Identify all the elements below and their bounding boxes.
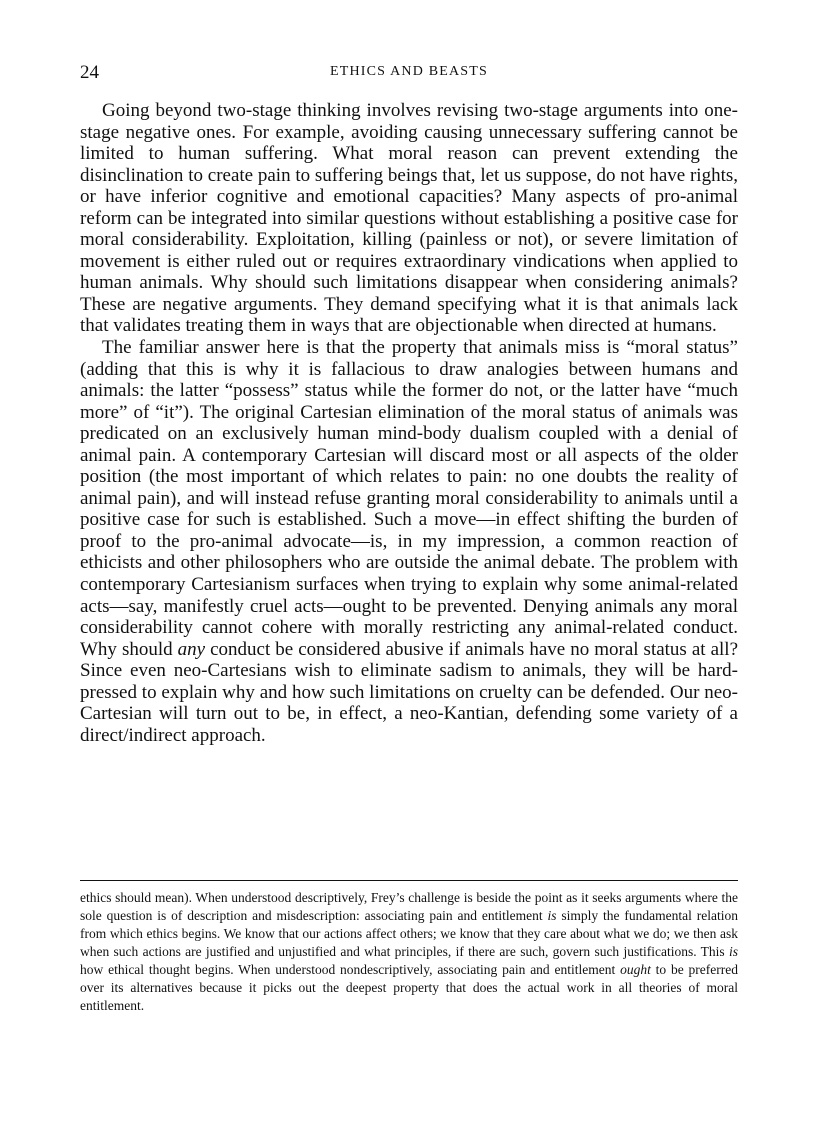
footnote-text xyxy=(80,889,738,1015)
footnote-text-b: simply the fundamental relation from which ethics begins. We know that our actions affect others; we know that they care about what we do; we then ask when such actions are justified and unjustified and what principles, if there are such, govern such justifications. This xyxy=(80,908,738,959)
footnote-italic-1: is xyxy=(547,908,557,923)
body-text xyxy=(80,100,738,746)
paragraph-2-italic: any xyxy=(177,638,206,660)
footnote-italic-3: ought xyxy=(620,962,651,977)
footnote-text-d: to be preferred over its alternatives because it picks out the deepest property that does the actual work in all theories of moral entitlement. xyxy=(80,962,738,1013)
running-title: ETHICS AND BEASTS xyxy=(329,64,489,79)
footnote-text-a: ethics should mean). When understood descriptively, Frey’s challenge is beside the point as it seeks arguments where the sole question is of description and misdescription: associating pain and entitlement xyxy=(80,890,738,923)
paragraph-2-text-b: conduct be considered abusive if animals have no moral status at all? Since even neo-Cartesians wish to eliminate sadism to animals, they will be hard-pressed to explain why and how such limitations on cruelty can be defended. Our neo-Cartesian will turn out to be, in effect, a neo-Kantian, defending some variety of a direct/indirect approach. xyxy=(80,638,738,746)
footnote-text-c: how ethical thought begins. When understood nondescriptively, associating pain and entitlement xyxy=(80,962,621,977)
paragraph-2-text-a: The familiar answer here is that the property that animals miss is “moral status” (adding that this is why it is fallacious to draw analogies between humans and animals: the latter “possess” status while the former do not, or the latter have “much more” of “it”). The original Cartesian elimination of the moral status of animals was predicated on an exclusively human mind-body dualism coupled with a denial of animal pain. A contemporary Cartesian will discard most or all aspects of the older position (the most important of which relates to pain: no one doubts the reality of animal pain), and will instead refuse granting moral considerability to animals until a positive case for such is established. Such a move—in effect shifting the burden of proof to the pro-animal advocate—is, in my impression, a common reaction of ethicists and other philosophers who are outside the animal debate. The problem with contemporary Cartesianism surfaces when trying to explain why some animal-related acts—say, manifestly cruel acts—ought to be prevented. Denying animals any moral considerability cannot cohere with morally restricting any animal-related conduct. Why should xyxy=(80,337,738,660)
paragraph-1: Going beyond two-stage thinking involves revising two-stage arguments into one-stage negative ones. For example, avoiding causing unnecessary suffering cannot be limited to human suffering. What moral reason can prevent extending the disinclination to create pain to suffering beings that, let us suppose, do not have rights, or have inferior cognitive and emotional capacities? Many aspects of pro-animal reform can be integrated into similar questions without establishing a positive case for moral considerability. Exploitation, killing (painless or not), or severe limitation of movement is either ruled out or requires extraordinary vindications when applied to human animals. Why should such limitations disappear when considering animals? These are negative arguments. They demand specifying what it is that animals lack that validates treating them in ways that are objectionable when directed at humans. xyxy=(80,100,738,337)
footnote xyxy=(80,889,738,1015)
running-head xyxy=(80,62,738,84)
footnote-italic-2: is xyxy=(728,944,738,959)
page-number: 24 xyxy=(80,62,99,83)
footnote-divider xyxy=(80,880,738,881)
paragraph-2 xyxy=(80,337,738,746)
